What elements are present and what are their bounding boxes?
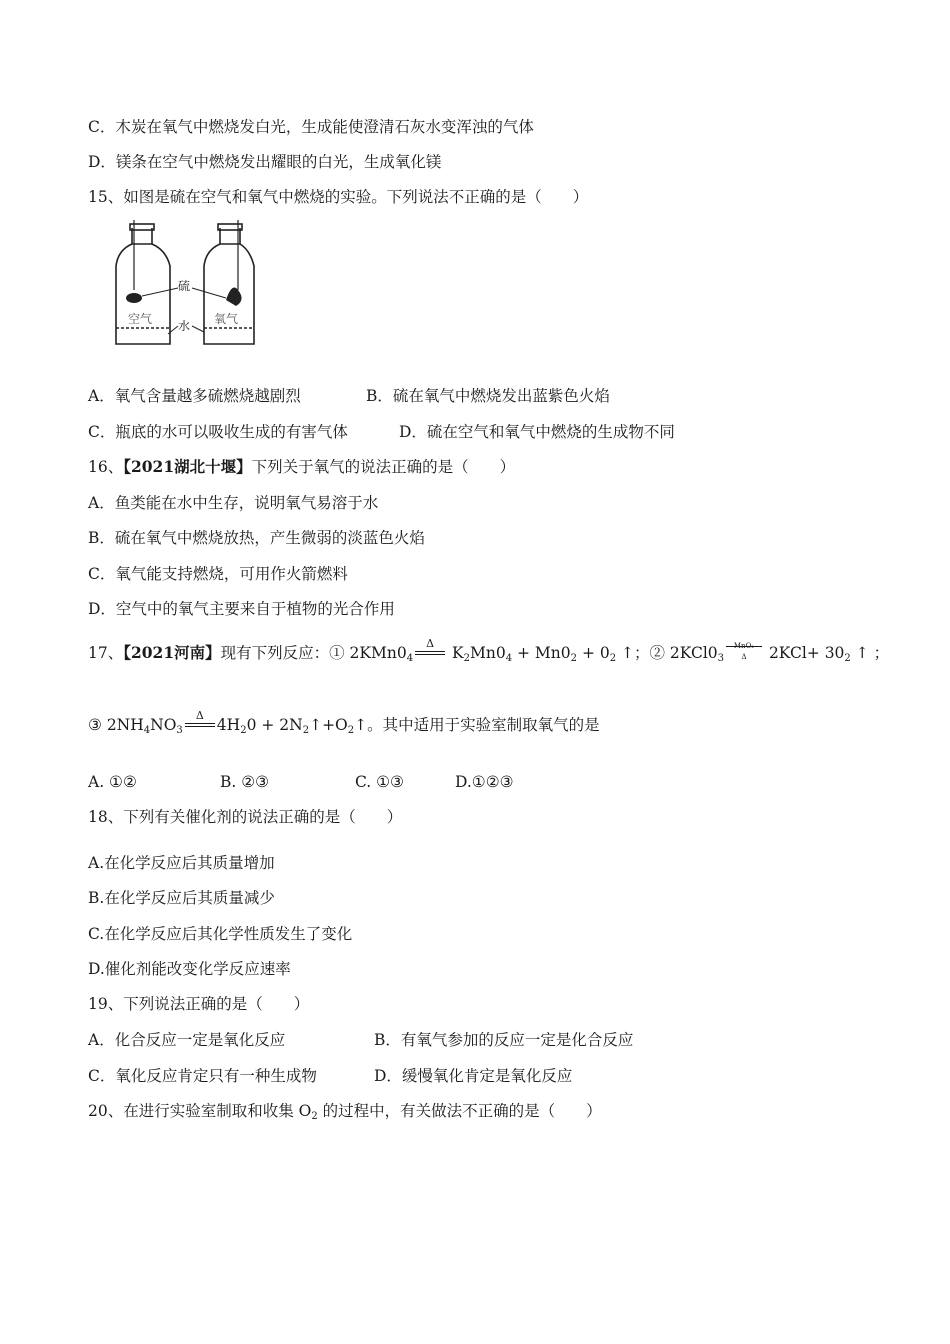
q17-option-a: A. ①② (88, 773, 137, 791)
question-16 (88, 457, 515, 477)
q18-option-a: A.在化学反应后其质量增加 (88, 854, 275, 872)
q17-r3-s2: 3 (176, 725, 183, 736)
q17-option-b: B. ②③ (220, 773, 270, 791)
q17-r1-arrow (413, 637, 447, 660)
question-17 (88, 637, 890, 664)
question-20 (88, 1101, 602, 1121)
q15-option-b: B．硫在氧气中燃烧发出蓝紫色火焰 (366, 387, 610, 405)
q17-reaction-3 (88, 709, 600, 736)
q19-option-a: A．化合反应一定是氧化反应 (88, 1031, 286, 1049)
q17-r1-p5: 2 (570, 653, 578, 664)
q16-option-b: B．硫在氧气中燃烧放热，产生微弱的淡蓝色火焰 (88, 529, 425, 547)
figure-label-water: 水 (178, 319, 191, 333)
q17-r3-condition: Δ (195, 709, 204, 722)
q17-r2-p2: ↑ ； (850, 644, 890, 662)
q17-option-d: D.①②③ (455, 773, 514, 791)
q17-r1-p6: + 0 (577, 644, 610, 662)
q14-option-d: D．镁条在空气中燃烧发出耀眼的白光，生成氧化镁 (88, 153, 442, 171)
q18-option-b: B.在化学反应后其质量减少 (88, 889, 275, 907)
question-15: 15、如图是硫在空气和氧气中燃烧的实验。下列说法不正确的是（ ） (88, 188, 589, 206)
q17-r1-p8: ↑；② 2KCl0 (616, 644, 718, 662)
figure-label-air: 空气 (128, 312, 153, 326)
q17-r3-s5: 2 (347, 725, 355, 736)
q18-option-d: D.催化剂能改变化学反应速率 (88, 960, 291, 978)
q17-r1-condition: Δ (426, 637, 435, 650)
q20-sub: 2 (311, 1111, 318, 1122)
q16-number: 16、 (88, 458, 124, 476)
q16-option-d: D．空气中的氧气主要来自于植物的光合作用 (88, 600, 395, 618)
q17-r3-p3: ↑。其中适用于实验室制取氧气的是 (354, 716, 600, 734)
q17-r3-s4: 2 (302, 725, 310, 736)
q17-r1-p4: + Mn0 (512, 644, 571, 662)
q19-option-b: B．有氧气参加的反应一定是化合反应 (374, 1031, 634, 1049)
q16-option-c: C．氧气能支持燃烧，可用作火箭燃料 (88, 565, 348, 583)
question-19: 19、下列说法正确的是（ ） (88, 995, 310, 1013)
q17-option-c: C. ①③ (355, 773, 404, 791)
q15-option-d: D．硫在空气和氧气中燃烧的生成物不同 (399, 423, 675, 441)
q17-r1-p1: 2 (463, 653, 470, 664)
q17-r3-p2: ↑+O (309, 716, 348, 734)
q16-text: 下列关于氧气的说法正确的是（ ） (251, 458, 516, 476)
question-18: 18、下列有关催化剂的说法正确的是（ ） (88, 808, 403, 826)
q17-intro: 现有下列反应：① 2KMn0 (220, 644, 407, 662)
q17-r3-p1: 0 + 2N (246, 716, 303, 734)
q15-option-c: C．瓶底的水可以吸收生成的有害气体 (88, 423, 348, 441)
q17-r1-sub: 4 (406, 653, 414, 664)
q17-r2-catalyst: MnO₂ (733, 642, 755, 650)
q17-r3-s1: 4 (143, 725, 151, 736)
q17-r2-sub: 3 (717, 653, 725, 664)
q19-option-d: D．缓慢氧化肯定是氧化反应 (374, 1067, 573, 1085)
q17-number: 17、 (88, 644, 124, 662)
q20-post: 的过程中，有关做法不正确的是（ ） (317, 1102, 602, 1120)
q17-r1-p3: 4 (505, 653, 513, 664)
q17-r1-p2: Mn0 (469, 644, 506, 662)
q14-option-c: C．木炭在氧气中燃烧发白光，生成能使澄清石灰水变浑浊的气体 (88, 118, 534, 136)
figure-label-sulfur: 硫 (178, 279, 191, 293)
q17-r2-condition: Δ (741, 653, 747, 661)
q17-r3-s3: 2 (240, 725, 247, 736)
q17-r2-arrow (724, 642, 764, 661)
q20-pre: 20、在进行实验室制取和收集 O (88, 1102, 312, 1120)
q17-r2-prod: 2KCl+ 30 (764, 644, 845, 662)
q17-r3-arrow (183, 709, 217, 732)
q16-option-a: A．鱼类能在水中生存，说明氧气易溶于水 (88, 494, 379, 512)
figure-label-oxygen: 氧气 (214, 312, 239, 326)
q17-r2-p1: 2 (844, 653, 851, 664)
q17-r1-p7: 2 (609, 653, 617, 664)
q19-option-c: C．氧化反应肯定只有一种生成物 (88, 1067, 317, 1085)
q17-r3-pre: ③ 2NH (88, 716, 144, 734)
sulfur-combustion-figure (108, 220, 258, 350)
q17-source-tag: 【2021河南】 (123, 643, 221, 662)
q17-r3-m: NO (150, 716, 177, 734)
q15-option-a: A．氧气含量越多硫燃烧越剧烈 (88, 387, 301, 405)
q18-option-c: C.在化学反应后其化学性质发生了变化 (88, 925, 353, 943)
q17-r3-prod: 4H (216, 716, 241, 734)
q17-r1-prod: K (447, 644, 464, 662)
q16-source-tag: 【2021湖北十堰】 (123, 457, 252, 476)
